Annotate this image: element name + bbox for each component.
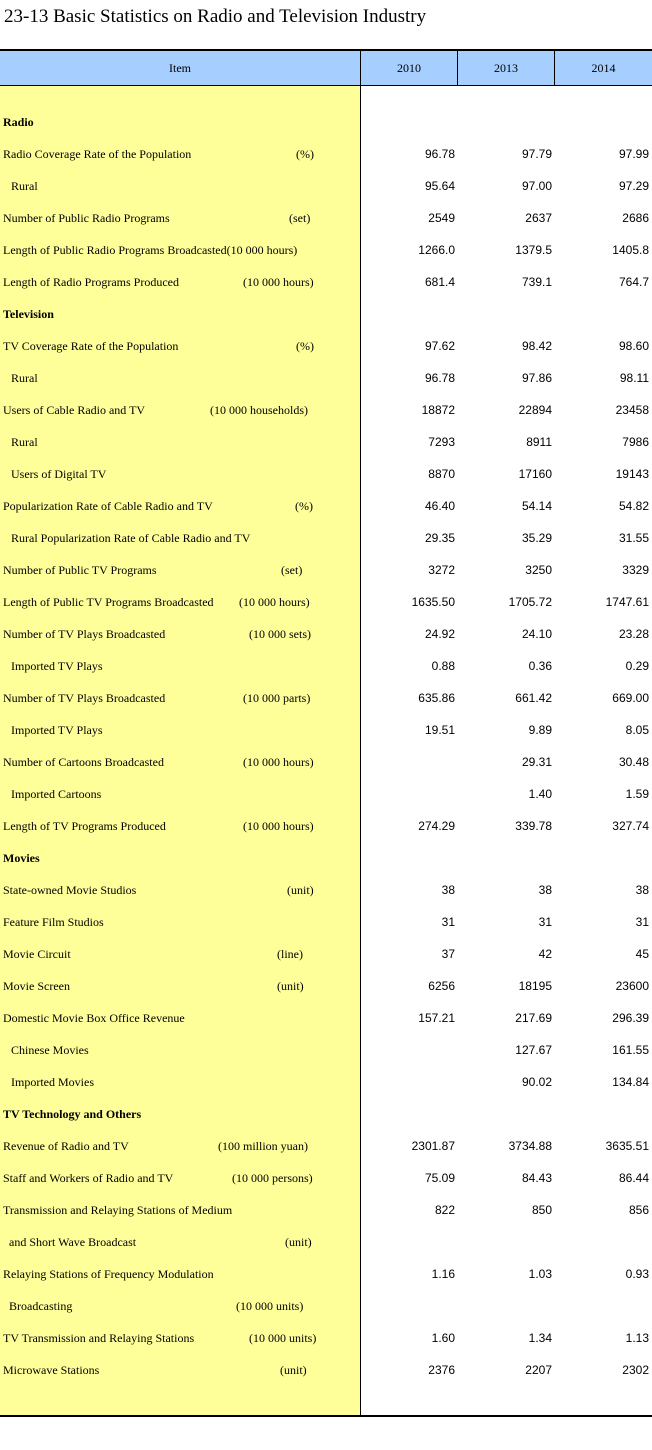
value-2013: 97.00 [521,179,552,193]
table-row [0,362,652,394]
row-unit: (10 000 hours) [243,819,314,833]
table-row [0,522,652,554]
value-2010: 31 [441,915,455,929]
row-label: Rural [11,435,38,449]
section-label: Movies [3,851,40,865]
section-row [0,106,652,138]
table-row [0,1034,652,1066]
table-row [0,1194,652,1226]
value-2010: 18872 [421,403,455,417]
value-2013: 739.1 [521,275,552,289]
table-row [0,138,652,170]
section-label: Radio [3,115,34,129]
value-2014: 327.74 [612,819,649,833]
value-2014: 3329 [622,563,649,577]
table-row [0,266,652,298]
row-unit: (%) [296,339,314,353]
row-unit: (set) [289,211,311,225]
value-2013: 42 [538,947,552,961]
value-2014: 0.29 [625,659,649,673]
value-2014: 23600 [615,979,649,993]
value-2013: 90.02 [521,1075,552,1089]
value-2010: 0.88 [431,659,455,673]
value-2013: 850 [531,1203,552,1217]
row-unit: (10 000 units) [236,1299,304,1313]
value-2010: 19.51 [424,723,455,737]
row-unit: (10 000 persons) [232,1171,313,1185]
table-row [0,234,652,266]
value-2010: 29.35 [424,531,455,545]
section-row [0,1098,652,1130]
row-label: Length of Public Radio Programs Broadcasted(10 000 hours) [3,243,298,257]
row-label: Users of Cable Radio and TV [3,403,146,417]
value-2013: 17160 [518,467,552,481]
value-2010: 2549 [428,211,455,225]
value-2010: 7293 [428,435,455,449]
value-2013: 217.69 [515,1011,552,1025]
row-unit: (10 000 hours) [243,755,314,769]
value-2013: 2207 [525,1363,552,1377]
table-row [0,810,652,842]
value-2010: 96.78 [424,147,455,161]
table-row [0,938,652,970]
value-2013: 38 [538,883,552,897]
value-2013: 3734.88 [508,1139,552,1153]
row-label: Number of TV Plays Broadcasted [3,627,166,641]
table-row [0,426,652,458]
value-2010: 157.21 [418,1011,455,1025]
value-2013: 3250 [525,563,552,577]
row-label: Staff and Workers of Radio and TV [3,1171,174,1185]
value-2014: 856 [628,1203,649,1217]
row-label: Radio Coverage Rate of the Population [3,147,192,161]
value-2010: 1635.50 [411,595,455,609]
header-item: Item [169,61,191,75]
value-2013: 2637 [525,211,552,225]
row-label: Chinese Movies [11,1043,89,1057]
value-2010: 2301.87 [411,1139,455,1153]
value-2014: 0.93 [625,1267,649,1281]
value-2014: 1405.8 [612,243,649,257]
row-label: Rural [11,179,38,193]
table-row [0,1066,652,1098]
table-row [0,1290,652,1322]
bottom-rule [0,1415,652,1417]
table-row [0,1162,652,1194]
table-row [0,1130,652,1162]
row-label: Revenue of Radio and TV [3,1139,129,1153]
value-2010: 97.62 [424,339,455,353]
value-2014: 54.82 [618,499,649,513]
value-2013: 127.67 [515,1043,552,1057]
row-label: and Short Wave Broadcast [9,1235,137,1249]
table-row [0,1354,652,1386]
table-row [0,1226,652,1258]
row-label: Rural [11,371,38,385]
row-label: Feature Film Studios [3,915,104,929]
value-2014: 98.11 [619,371,649,385]
row-label: State-owned Movie Studios [3,883,137,897]
value-2010: 46.40 [424,499,455,513]
value-2013: 0.36 [528,659,552,673]
table-row [0,202,652,234]
row-unit: (unit) [277,979,304,993]
value-2013: 24.10 [521,627,552,641]
header-2013: 2013 [494,61,518,75]
row-label: Length of Public TV Programs Broadcasted [3,595,214,609]
value-2014: 669.00 [612,691,649,705]
section-label: TV Technology and Others [3,1107,142,1121]
row-label: Movie Screen [3,979,70,993]
row-label: Relaying Stations of Frequency Modulation [3,1267,214,1281]
value-2013: 97.86 [521,371,552,385]
value-2013: 1705.72 [508,595,552,609]
value-2014: 3635.51 [605,1139,649,1153]
value-2014: 1747.61 [605,595,649,609]
row-label: Length of Radio Programs Produced [3,275,179,289]
value-2010: 635.86 [418,691,455,705]
value-2014: 7986 [622,435,649,449]
value-2014: 97.29 [618,179,649,193]
value-2014: 1.13 [625,1331,649,1345]
value-2010: 75.09 [424,1171,455,1185]
row-label: Imported Cartoons [11,787,102,801]
row-label: TV Transmission and Relaying Stations [3,1331,195,1345]
row-label: Transmission and Relaying Stations of Medium [3,1203,233,1217]
section-row [0,298,652,330]
row-label: Imported TV Plays [11,723,103,737]
value-2014: 45 [635,947,649,961]
value-2010: 37 [441,947,455,961]
table-row [0,554,652,586]
row-unit: (100 million yuan) [218,1139,308,1153]
row-label: TV Coverage Rate of the Population [3,339,179,353]
table-row [0,682,652,714]
table-row [0,394,652,426]
value-2013: 1379.5 [515,243,552,257]
value-2010: 96.78 [424,371,455,385]
value-2014: 23458 [615,403,649,417]
row-label: Popularization Rate of Cable Radio and TV [3,499,213,513]
row-unit: (10 000 hours) [239,595,310,609]
value-2010: 1.60 [431,1331,455,1345]
row-label: Length of TV Programs Produced [3,819,166,833]
value-2013: 1.34 [528,1331,552,1345]
value-2014: 2302 [622,1363,649,1377]
value-2010: 6256 [428,979,455,993]
row-unit: (set) [281,563,303,577]
value-2014: 97.99 [618,147,649,161]
row-unit: (10 000 hours) [243,275,314,289]
value-2010: 3272 [428,563,455,577]
value-2014: 161.55 [612,1043,649,1057]
table-row [0,458,652,490]
value-2014: 31.55 [618,531,649,545]
row-unit: (line) [277,947,303,961]
value-2013: 31 [538,915,552,929]
row-label: Number of Public Radio Programs [3,211,170,225]
row-label: Rural Popularization Rate of Cable Radio and TV [11,531,251,545]
header-2014: 2014 [591,61,616,75]
value-2013: 661.42 [515,691,552,705]
value-2010: 1.16 [431,1267,455,1281]
value-2014: 86.44 [618,1171,649,1185]
value-2013: 9.89 [528,723,552,737]
value-2010: 822 [434,1203,455,1217]
table-row [0,778,652,810]
value-2014: 23.28 [618,627,649,641]
value-2014: 98.60 [618,339,649,353]
row-label: Number of Public TV Programs [3,563,157,577]
table-row [0,490,652,522]
table-row [0,874,652,906]
table-row [0,1258,652,1290]
row-unit: (unit) [285,1235,312,1249]
table-row [0,714,652,746]
value-2013: 29.31 [521,755,552,769]
table-row [0,1002,652,1034]
row-label: Microwave Stations [3,1363,100,1377]
value-2013: 35.29 [521,531,552,545]
row-label: Broadcasting [9,1299,73,1313]
row-label: Users of Digital TV [11,467,107,481]
page-title: 23-13 Basic Statistics on Radio and Television Industry [4,6,427,27]
section-row [0,842,652,874]
table-header [0,51,652,86]
value-2013: 84.43 [521,1171,552,1185]
value-2013: 54.14 [521,499,552,513]
value-2014: 8.05 [625,723,649,737]
table-row [0,330,652,362]
value-2013: 1.03 [528,1267,552,1281]
row-label: Number of TV Plays Broadcasted [3,691,166,705]
value-2013: 339.78 [515,819,552,833]
value-2010: 2376 [428,1363,455,1377]
row-label: Movie Circuit [3,947,71,961]
value-2013: 97.79 [521,147,552,161]
table-row [0,618,652,650]
value-2014: 31 [635,915,649,929]
value-2013: 8911 [526,435,552,449]
table-row [0,1322,652,1354]
value-2014: 296.39 [612,1011,649,1025]
value-2013: 22894 [518,403,552,417]
value-2014: 764.7 [618,275,649,289]
row-label: Domestic Movie Box Office Revenue [3,1011,185,1025]
value-2014: 19143 [615,467,649,481]
value-2014: 1.59 [625,787,649,801]
row-unit: (unit) [280,1363,307,1377]
row-label: Imported Movies [11,1075,94,1089]
table-row [0,170,652,202]
row-unit: (%) [296,147,314,161]
value-2014: 134.84 [612,1075,649,1089]
table-row [0,746,652,778]
value-2010: 1266.0 [418,243,455,257]
value-2014: 38 [635,883,649,897]
table-row [0,650,652,682]
row-unit: (10 000 sets) [249,627,311,641]
header-2010: 2010 [397,61,421,75]
row-unit: (%) [295,499,313,513]
value-2010: 24.92 [424,627,455,641]
section-label: Television [3,307,54,321]
row-label: Imported TV Plays [11,659,103,673]
row-unit: (10 000 households) [210,403,308,417]
value-2013: 98.42 [521,339,552,353]
table-row [0,586,652,618]
table-row [0,970,652,1002]
row-label: Number of Cartoons Broadcasted [3,755,164,769]
table-row [0,906,652,938]
row-unit: (10 000 units) [249,1331,317,1345]
value-2010: 8870 [428,467,455,481]
value-2010: 274.29 [418,819,455,833]
value-2014: 2686 [622,211,649,225]
value-2013: 18195 [518,979,552,993]
value-2013: 1.40 [528,787,552,801]
value-2014: 30.48 [618,755,649,769]
row-unit: (10 000 parts) [243,691,311,705]
value-2010: 95.64 [424,179,455,193]
value-2010: 681.4 [424,275,455,289]
value-2010: 38 [441,883,455,897]
row-unit: (unit) [287,883,314,897]
